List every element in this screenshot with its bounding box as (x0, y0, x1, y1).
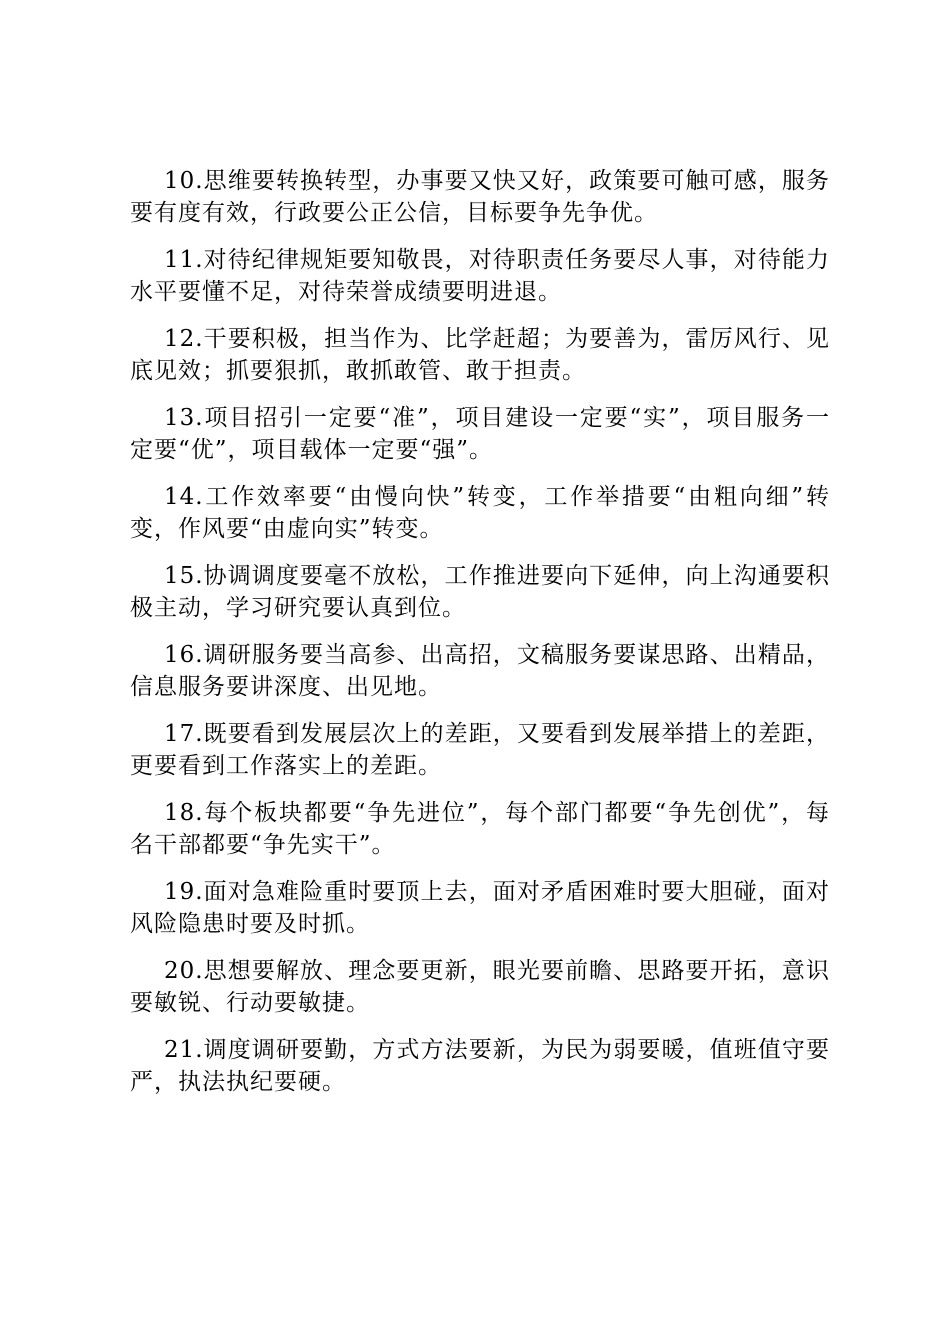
paragraph-11: 11.对待纪律规矩要知敬畏，对待职责任务要尽人事，对待能力水平要懂不足，对待荣誉成绩要明进退。 (130, 247, 830, 305)
paragraph-12: 12.干要积极，担当作为、比学赶超；为要善为，雷厉风行、见底见效；抓要狠抓，敢抓敢管、敢于担责。 (130, 326, 830, 384)
paragraph-10: 10.思维要转换转型，办事要又快又好，政策要可触可感，服务要有度有效，行政要公正公信，目标要争先争优。 (130, 168, 830, 226)
paragraph-17: 17.既要看到发展层次上的差距，又要看到发展举措上的差距，更要看到工作落实上的差距。 (130, 721, 830, 779)
paragraph-19: 19.面对急难险重时要顶上去，面对矛盾困难时要大胆碰，面对风险隐患时要及时抓。 (130, 879, 830, 937)
paragraph-18: 18.每个板块都要“争先进位”，每个部门都要“争先创优”，每名干部都要“争先实干”。 (130, 800, 830, 858)
paragraph-15: 15.协调调度要毫不放松，工作推进要向下延伸，向上沟通要积极主动，学习研究要认真到位。 (130, 563, 830, 621)
paragraph-21: 21.调度调研要勤，方式方法要新，为民为弱要暖，值班值守要严，执法执纪要硬。 (130, 1037, 830, 1095)
paragraph-13: 13.项目招引一定要“准”，项目建设一定要“实”，项目服务一定要“优”，项目载体一定要“强”。 (130, 405, 830, 463)
paragraph-20: 20.思想要解放、理念要更新，眼光要前瞻、思路要开拓，意识要敏锐、行动要敏捷。 (130, 958, 830, 1016)
paragraph-16: 16.调研服务要当高参、出高招，文稿服务要谋思路、出精品，信息服务要讲深度、出见地。 (130, 642, 830, 700)
document-body (130, 165, 830, 1113)
paragraph-14: 14.工作效率要“由慢向快”转变，工作举措要“由粗向细”转变，作风要“由虚向实”转变。 (130, 484, 830, 542)
